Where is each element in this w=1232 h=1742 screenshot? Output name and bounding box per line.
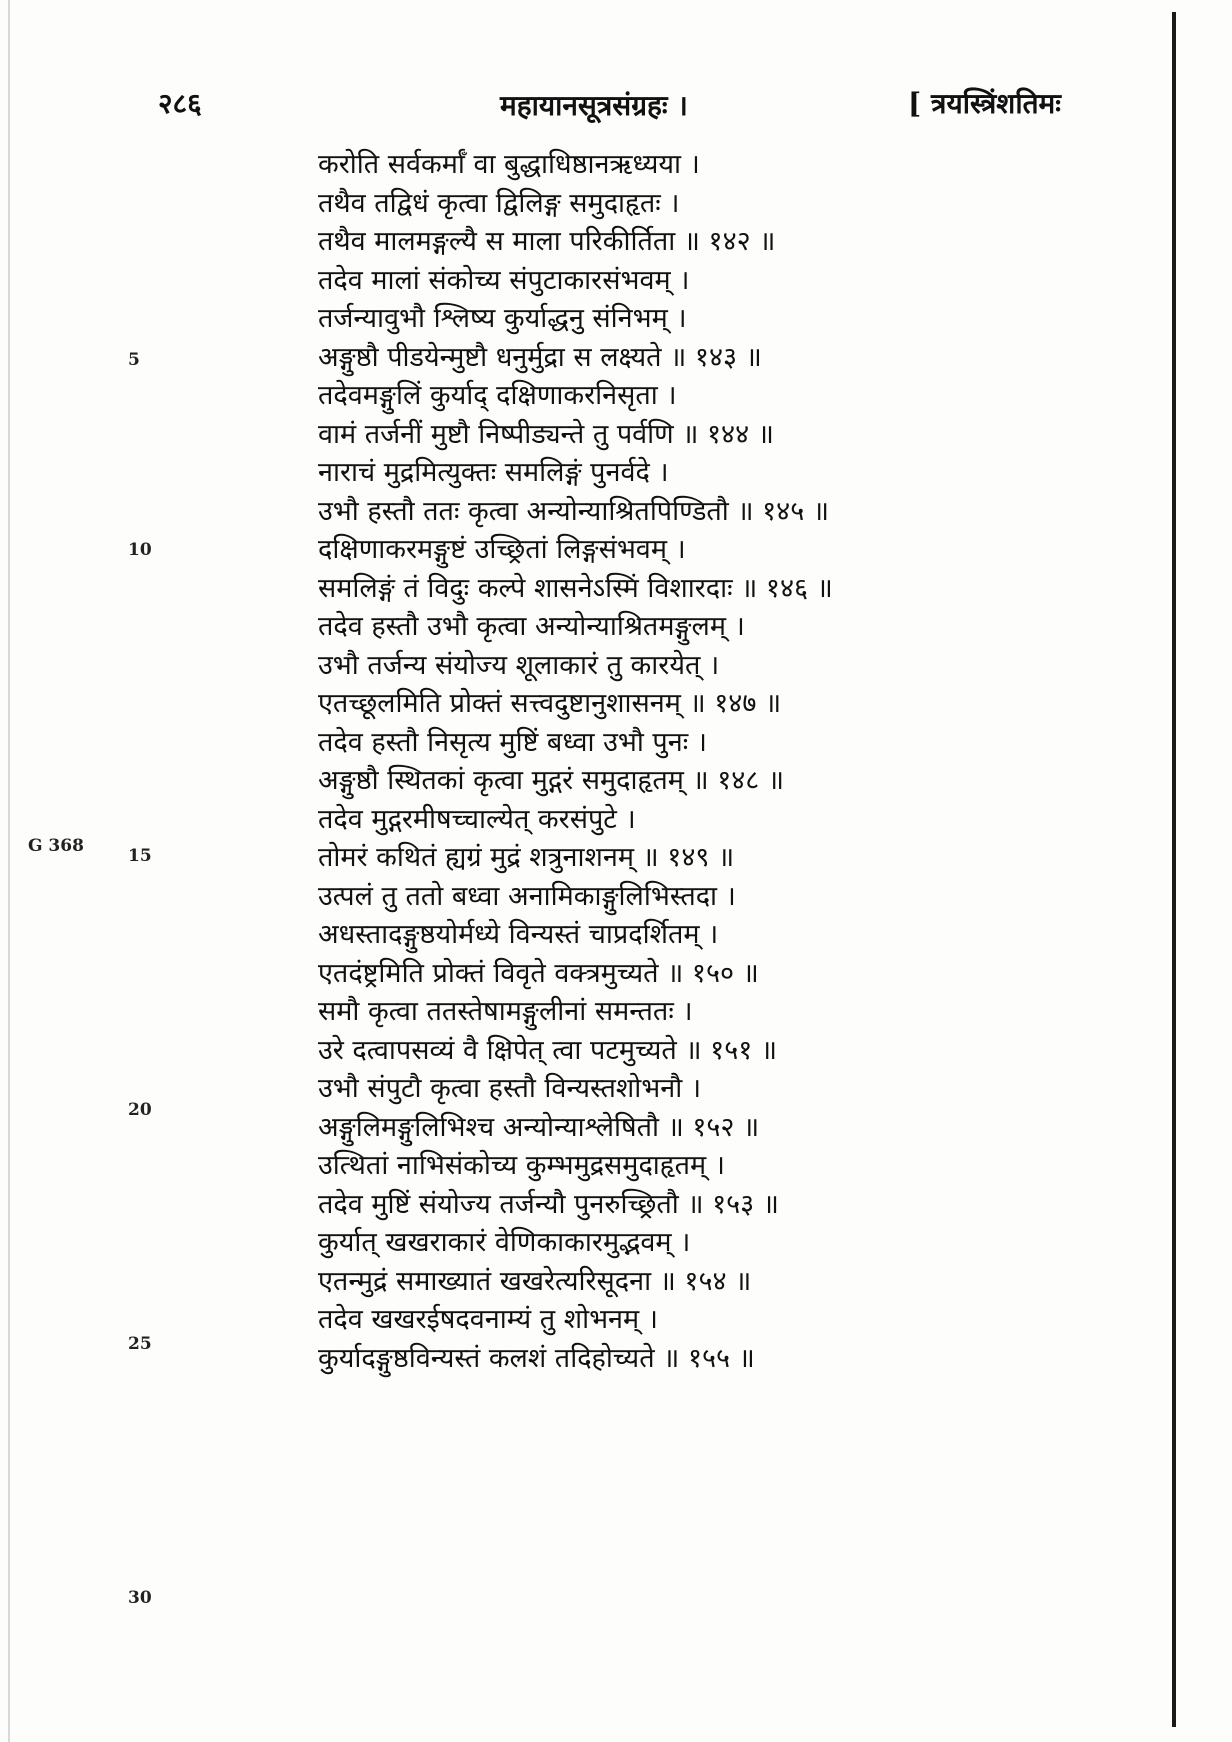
verse-line: एतदंष्ट्रमिति प्रोक्तं विवृते वक्त्रमुच्यते ॥ १५० ॥ bbox=[318, 957, 759, 989]
verse-line: समौ कृत्वा ततस्तेषामङ्गुलीनां समन्ततः । bbox=[318, 996, 693, 1027]
verse-line: तदेव खखरईषदवनाम्यं तु शोभनम् । bbox=[318, 1304, 658, 1335]
margin-line-number: 30 bbox=[128, 1588, 152, 1608]
verse-line: वामं तर्जनीं मुष्टौ निष्पीड्यन्ते तु पर्वणि ॥ १४४ ॥ bbox=[318, 418, 774, 450]
verse-line: तदेव मुष्टिं संयोज्य तर्जन्यौ पुनरुच्छ्रितौ ॥ १५३ ॥ bbox=[318, 1188, 779, 1220]
verse-line: उभौ तर्जन्य संयोज्य शूलाकारं तु कारयेत् । bbox=[318, 649, 720, 681]
verse-line: तदेव हस्तौ निसृत्य मुष्टिं बध्वा उभौ पुनः । bbox=[318, 726, 708, 758]
running-header bbox=[0, 78, 1232, 128]
page-number: २८६ bbox=[158, 87, 202, 120]
verse-line: तदेवमङ्गुलिं कुर्याद् दक्षिणाकरनिसृता । bbox=[318, 380, 677, 411]
verse-line: तर्जन्यावुभौ श्लिष्य कुर्याद्धनु संनिभम् । bbox=[318, 303, 687, 334]
verse-line: अङ्गुलिमङ्गुलिभिश्च अन्योन्याश्लेषितौ ॥ १५२ ॥ bbox=[318, 1111, 760, 1143]
margin-line-number: 10 bbox=[128, 540, 152, 560]
verse-line: तदेव मालां संकोच्य संपुटाकारसंभवम् । bbox=[318, 264, 690, 296]
verse-line: समलिङ्गं तं विदुः कल्पे शासनेऽस्मिं विशारदाः ॥ १४६ ॥ bbox=[318, 572, 833, 604]
book-title: महायानसूत्रसंग्रहः । bbox=[500, 89, 688, 122]
verse-line: तदेव हस्तौ उभौ कृत्वा अन्योन्याश्रितमङ्गुलम् । bbox=[318, 611, 745, 642]
verse-line: दक्षिणाकरमङ्गुष्टं उच्छ्रितां लिङ्गसंभवम् । bbox=[318, 534, 686, 565]
verse-line: अङ्गुष्ठौ पीडयेन्मुष्टौ धनुर्मुद्रा स लक्ष्यते ॥ १४३ ॥ bbox=[318, 341, 762, 373]
verse-line: तथैव मालमङ्गल्यै स माला परिकीर्तिता ॥ १४२ ॥ bbox=[318, 226, 776, 257]
margin-line-number: 15 bbox=[128, 846, 152, 866]
verse-line: उत्पलं तु ततो बध्वा अनामिकाङ्गुलिभिस्तदा । bbox=[318, 880, 736, 912]
verse-line: करोति सर्वकर्माँ वा बुद्धाधिष्ठानऋध्यया । bbox=[318, 149, 700, 180]
verse-line: उरे दत्वापसव्यं वै क्षिपेत् त्वा पटमुच्यते ॥ १५१ ॥ bbox=[318, 1034, 778, 1066]
verse-line: अधस्तादङ्गुष्ठयोर्मध्ये विन्यस्तं चाप्रदर्शितम् । bbox=[318, 919, 719, 950]
margin-line-number: 5 bbox=[128, 350, 140, 370]
verse-line: उभौ हस्तौ ततः कृत्वा अन्योन्याश्रितपिण्डितौ ॥ १४५ ॥ bbox=[318, 495, 830, 527]
verse-line: कुर्यात् खखराकारं वेणिकाकारमुद्भवम् । bbox=[318, 1227, 691, 1258]
binding-line bbox=[1172, 12, 1176, 1727]
margin-g-reference: G 368 bbox=[28, 836, 84, 856]
verse-line: नाराचं मुद्रमित्युक्तः समलिङ्गं पुनर्वदे । bbox=[318, 457, 669, 488]
verse-line: उत्थितां नाभिसंकोच्य कुम्भमुद्रसमुदाहृतम् । bbox=[318, 1150, 725, 1181]
verse-line: कुर्यादङ्गुष्ठविन्यस्तं कलशं तदिहोच्यते ॥ १५५ ॥ bbox=[318, 1342, 755, 1374]
left-border-line bbox=[8, 0, 10, 1742]
verse-line: तदेव मुद्गरमीषच्चाल्येत् करसंपुटे । bbox=[318, 803, 636, 835]
verse-line: अङ्गुष्ठौ स्थितकां कृत्वा मुद्गरं समुदाहृतम् ॥ १४८ ॥ bbox=[318, 765, 785, 796]
verse-line: एतन्मुद्रं समाख्यातं खखरेत्यरिसूदना ॥ १५४ ॥ bbox=[318, 1265, 752, 1297]
verse-line: तोमरं कथितं ह्यग्रं मुद्रं शत्रुनाशनम् ॥ १४९ ॥ bbox=[318, 842, 735, 873]
margin-line-number: 25 bbox=[128, 1334, 152, 1354]
verse-text-block bbox=[318, 146, 1078, 1378]
verse-line: एतच्छूलमिति प्रोक्तं सत्त्वदुष्टानुशासनम् ॥ १४७ ॥ bbox=[318, 688, 782, 719]
verse-line: तथैव तद्विधं कृत्वा द्विलिङ्ग समुदाहृतः । bbox=[318, 187, 680, 219]
verse-line: उभौ संपुटौ कृत्वा हस्तौ विन्यस्तशोभनौ । bbox=[318, 1073, 702, 1104]
margin-line-number: 20 bbox=[128, 1100, 152, 1120]
chapter-label: [ त्रयस्त्रिंशतिमः bbox=[908, 87, 1061, 120]
